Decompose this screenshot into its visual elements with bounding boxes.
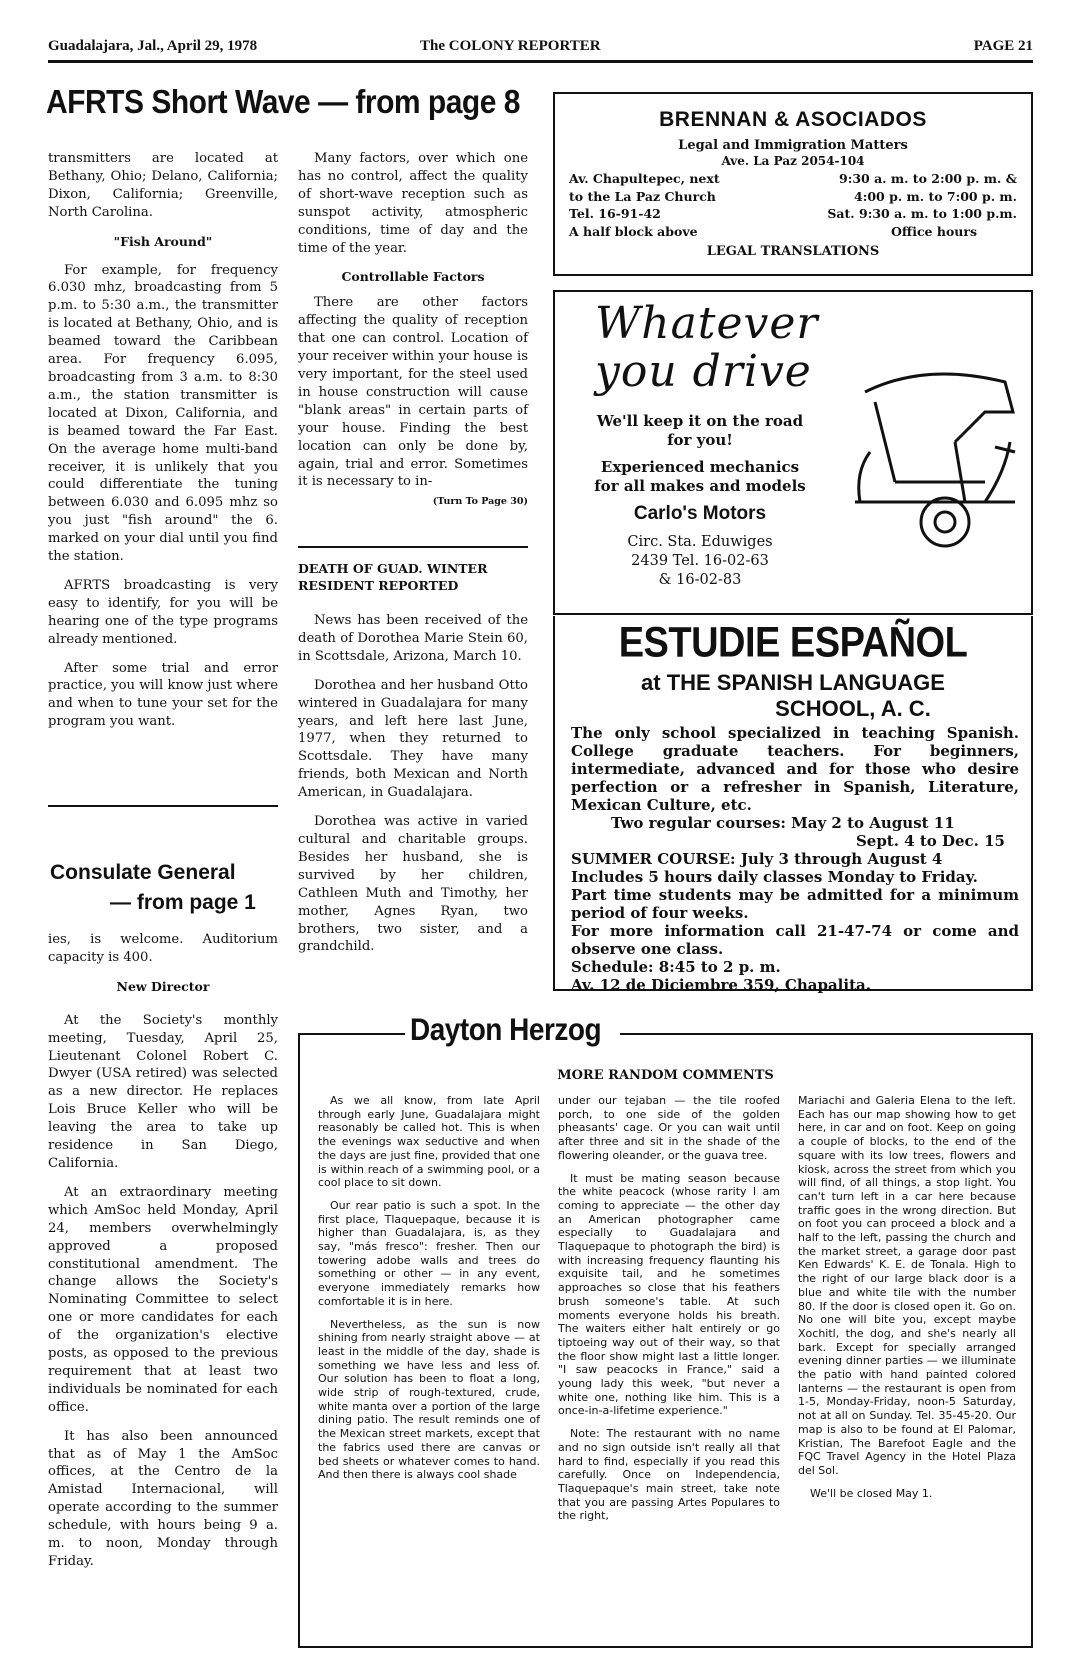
brennan-phone: Tel. 16-91-42 bbox=[569, 206, 661, 221]
dayton-paragraph: Our rear patio is such a spot. In the first place, Tlaquepaque, because it is higher than Guadalajara, is, as they say, "más fresco": fresher. Then our towering adobe walls and trees do something or other — in any event, everyone immediately remarks how comfortable it is in here. bbox=[318, 1198, 540, 1308]
spanish-school-ad bbox=[553, 616, 1033, 994]
brennan-hours bbox=[827, 170, 1017, 240]
afrts-paragraph: There are other factors affecting the quality of reception that one can control. Location of your receiver within your house is very important, for the steel used in house construction will cause "blank areas" in certain parts of your house. Finding the best location can only be done by, again, trial and error. Sometimes it is necessary to in- bbox=[298, 295, 528, 490]
brennan-title: BRENNAN & ASOCIADOS bbox=[659, 108, 927, 131]
afrts-headline: AFRTS Short Wave — from page 8 bbox=[46, 84, 520, 121]
spanish-info: For more information call 21-47-74 or come and observe one class. bbox=[571, 922, 1019, 958]
header-page-number: PAGE 21 bbox=[973, 38, 1033, 54]
carlos-copy-line: Experienced mechanics bbox=[600, 458, 800, 476]
brennan-ad bbox=[553, 92, 1033, 276]
afrts-paragraph: transmitters are located at Bethany, Ohio; Delano, California; Dixon, California; Greenville, North Carolina. bbox=[48, 151, 278, 220]
brennan-tagline: Legal and Immigration Matters bbox=[678, 138, 908, 153]
consulate-subhead-new-director: New Director bbox=[116, 978, 210, 994]
dayton-paragraph: It must be mating season because the white peacock (whose rarity I am coming to appreciate — the other day an American photographer came especially to Guadalajara and Tlaquepaque to photograph the bird) is with increasing frequency flaunting his exquisite tail, and he sometimes approaches so close that his feathers brush someone's table. At such moments everyone holds his breath. The waiters either halt entirely or go tiptoeing way out of their way, so that the floor show might last a little longer. "I saw peacocks in France," said a young lady this week, "but never a white one, nothing like him. This is a once-in-a-lifetime experience." bbox=[558, 1171, 780, 1418]
consulate-paragraph: At the Society's monthly meeting, Tuesday, April 25, Lieutenant Colonel Robert C. Dwyer (USA retired) was selected as a new director. He replaces Lois Bruce Keller who will be leaving the area to take up residence in San Diego, California. bbox=[48, 1012, 278, 1171]
consulate-headline: Consulate General bbox=[50, 861, 236, 884]
spanish-schedule: Schedule: 8:45 to 2 p. m. bbox=[571, 958, 781, 976]
spanish-subtitle-2: SCHOOL, A. C. bbox=[775, 696, 931, 721]
afrts-subhead-fish-around: "Fish Around" bbox=[113, 233, 213, 249]
dayton-column-2 bbox=[558, 1094, 780, 1532]
carlos-script-line-1: Whatever bbox=[595, 298, 819, 349]
consulate-column bbox=[48, 931, 278, 1582]
spanish-part-time: Part time students may be admitted for a minimum period of four weeks. bbox=[571, 886, 1019, 922]
brennan-address: Ave. La Paz 2054-104 bbox=[721, 154, 865, 168]
spanish-address: Av. 12 de Diciembre 359, Chapalita. bbox=[571, 976, 871, 994]
dayton-paragraph: Mariachi and Galeria Elena to the left. Each has our map showing how to get here, in car and on foot. Keep on going a couple of blocks, to the end of the square with its low trees, flowers and kiosk, across the street from which you will find, of all things, a stop light. You can't turn left in a car here because traffic goes in the wrong direction. But on foot you can proceed a block and a half to the left, passing the church and the market street, a garage door past Ken Edwards' K. E. de Tonala. High to the right of our large black door is a blue and white tile with the number 80. If the door is closed open it. Go on. No one will bite you, except maybe Xochitl, the dog, and she's nearly all bark. Except for specially arranged evening dinner parties — we illuminate the patio with hand painted colored lanterns — the restaurant is open from 1-5, Monday-Friday, noon-5 Saturday, not at all on Sunday. Tel. 35-45-20. Our map is also to be found at El Palomar, Kristian, The Barefoot Eagle and the FQC Travel Agency in the Hotel Plaza del Sol. bbox=[798, 1094, 1016, 1477]
page-header bbox=[48, 38, 1033, 63]
dayton-column-1 bbox=[318, 1094, 540, 1491]
afrts-paragraph: AFRTS broadcasting is very easy to identify, for you will be hearing one of the type programs already mentioned. bbox=[48, 577, 278, 647]
dayton-headline-rule-right bbox=[620, 1033, 1033, 1035]
carlos-motors-ad bbox=[553, 290, 1033, 615]
brennan-location bbox=[569, 170, 720, 240]
carlos-copy-line: for all makes and models bbox=[594, 477, 806, 495]
brennan-hours-line: Sat. 9:30 a. m. to 1:00 p.m. bbox=[827, 206, 1017, 221]
dayton-paragraph: Nevertheless, as the sun is now shining from nearly straight above — at least in the middle of the day, shade is something we have less and less of. Our solution has been to float a long, wide strip of rough-textured, crude, white manta over a portion of the large dining patio. The result reminds one of the Mexican street markets, except that the fabrics used there are canvas or bed sheets or whatever comes to hand. And then there is always cool shade bbox=[318, 1317, 540, 1482]
death-paragraph: Dorothea was active in varied cultural and charitable groups. Besides her husband, she is survived by her children, Cathleen Muth and Timothy, her mother, Agnes Ryan, two brothers, two sister, and a grandchild. bbox=[298, 814, 528, 955]
spanish-courses: Two regular courses: May 2 to August 11 bbox=[611, 814, 955, 832]
dayton-border-bottom bbox=[298, 1646, 1033, 1648]
afrts-paragraph: For example, for frequency 6.030 mhz, broadcasting from 5 p.m. to 5:30 a.m., the transmitter is located at Bethany, Ohio, and is beamed toward the Caribbean area. For frequency 6.095, broadcasting from 3 a.m. to 8:30 a.m., the station transmitter is located at Dixon, California, and is beamed toward the Far East. On the average home multi-band receiver, it is unlikely that you could differentiate the tuning between 6.030 and 6.095 mhz so you just "fish around" the 6. marked on your dial until you find the station. bbox=[48, 262, 278, 565]
dayton-paragraph: under our tejaban — the tile roofed porch, to one side of the golden pheasants' cage. Or you can wait until after three and sit in the shade of the flowering oleander, or the guava tree. bbox=[558, 1094, 780, 1162]
afrts-subhead-controllable: Controllable Factors bbox=[341, 269, 485, 285]
dayton-border-right bbox=[1031, 1033, 1033, 1648]
carlos-business-name: Carlo's Motors bbox=[633, 503, 767, 524]
dayton-border-left bbox=[298, 1033, 300, 1648]
brennan-hours-line: 4:00 p. m. to 7:00 p. m. bbox=[854, 188, 1017, 204]
brennan-location-line: A half block above bbox=[569, 223, 698, 239]
consulate-paragraph: ies, is welcome. Auditorium capacity is 400. bbox=[48, 932, 278, 965]
carlos-address-line: & 16-02-83 bbox=[658, 572, 742, 588]
spanish-body bbox=[571, 724, 1019, 994]
dayton-paragraph: As we all know, from late April through early June, Guadalajara might reasonably be called hot. This is when the evenings wax seductive and when the days are just fine, provided that one is within reach of a swimming pool, or a cool place to sit down. bbox=[318, 1094, 540, 1190]
death-paragraph: Dorothea and her husband Otto wintered in Guadalajara for many years, and left here last June, 1977, when they returned to Scottsdale. They have many friends, both Mexican and North American, in Guadalajara. bbox=[298, 677, 528, 801]
spanish-description: The only school specialized in teaching Spanish. College graduate teachers. For beginners, intermediate, advanced and for those who desire perfection or a refresher in Spanish, Literature, Mexican Culture, etc. bbox=[571, 724, 1019, 814]
consulate-paragraph: It has also been announced that as of May 1 the AmSoc offices, at the Centro de la Amistad Internacional, will operate according to the summer schedule, with hours being 9 a. m. to noon, Monday through Friday. bbox=[48, 1428, 278, 1569]
header-dateline: Guadalajara, Jal., April 29, 1978 bbox=[48, 38, 258, 54]
header-paper-name: The COLONY REPORTER bbox=[420, 38, 601, 54]
afrts-jump-line: (Turn To Page 30) bbox=[432, 496, 528, 508]
brennan-location-line: to the La Paz Church bbox=[569, 188, 716, 204]
spanish-summer-course: SUMMER COURSE: July 3 through August 4 bbox=[571, 850, 943, 868]
spanish-courses-second: Sept. 4 to Dec. 15 bbox=[855, 832, 1005, 850]
carlos-copy-line: for you! bbox=[667, 431, 733, 449]
dayton-column-3 bbox=[798, 1094, 1016, 1509]
divider bbox=[48, 805, 278, 807]
brennan-hours-label: Office hours bbox=[891, 223, 977, 239]
dayton-closing-note: We'll be closed May 1. bbox=[810, 1486, 933, 1500]
spanish-title: ESTUDIE ESPAÑOL bbox=[618, 619, 968, 667]
vintage-car-illustration bbox=[835, 352, 1025, 552]
dayton-subhead: MORE RANDOM COMMENTS bbox=[557, 1068, 774, 1083]
spanish-includes: Includes 5 hours daily classes Monday to Friday. bbox=[571, 868, 978, 886]
consulate-headline-continued: — from page 1 bbox=[110, 891, 256, 914]
afrts-paragraph: After some trial and error practice, you will know just where and when to tune your set for the program you want. bbox=[48, 660, 278, 730]
death-paragraph: News has been received of the death of Dorothea Marie Stein 60, in Scottsdale, Arizona, March 10. bbox=[298, 613, 528, 664]
carlos-address-line: Circ. Sta. Eduwiges bbox=[627, 534, 773, 550]
brennan-hours-line: 9:30 a. m. to 2:00 p. m. & bbox=[839, 171, 1017, 186]
dayton-paragraph: Note: The restaurant with no name and no sign outside isn't really all that hard to find, especially if you read this carefully. Once on Independencia, Tlaquepaque's main street, take note that you are passing Artes Populares to the right, bbox=[558, 1427, 780, 1523]
brennan-footer: LEGAL TRANSLATIONS bbox=[706, 244, 880, 259]
carlos-address-line: 2439 Tel. 16-02-63 bbox=[631, 553, 769, 569]
spanish-subtitle-1: at THE SPANISH LANGUAGE bbox=[641, 670, 945, 695]
afrts-column-1 bbox=[48, 150, 278, 742]
carlos-script-line-2: you drive bbox=[595, 346, 812, 397]
death-headline: DEATH OF GUAD. WINTER RESIDENT REPORTED bbox=[298, 561, 488, 593]
brennan-location-line: Av. Chapultepec, next bbox=[569, 171, 720, 186]
afrts-column-2 bbox=[298, 150, 528, 522]
dayton-headline-rule-left bbox=[298, 1033, 405, 1035]
afrts-paragraph: Many factors, over which one has no control, affect the quality of short-wave reception such as sunspot activity, atmospheric conditions, time of day and the time of the year. bbox=[298, 151, 528, 256]
consulate-paragraph: At an extraordinary meeting which AmSoc held Monday, April 24, members overwhelmingly approved a proposed constitutional amendment. The change allows the Society's Nominating Committee to select one or more candidates for each of the organization's elective posts, as opposed to the previous requirement that at least two individuals be nominated for each office. bbox=[48, 1184, 278, 1415]
divider bbox=[298, 546, 528, 548]
carlos-copy bbox=[575, 412, 825, 590]
dayton-headline: Dayton Herzog bbox=[410, 1012, 602, 1047]
carlos-copy-line: We'll keep it on the road bbox=[596, 412, 804, 430]
death-article bbox=[298, 560, 528, 967]
